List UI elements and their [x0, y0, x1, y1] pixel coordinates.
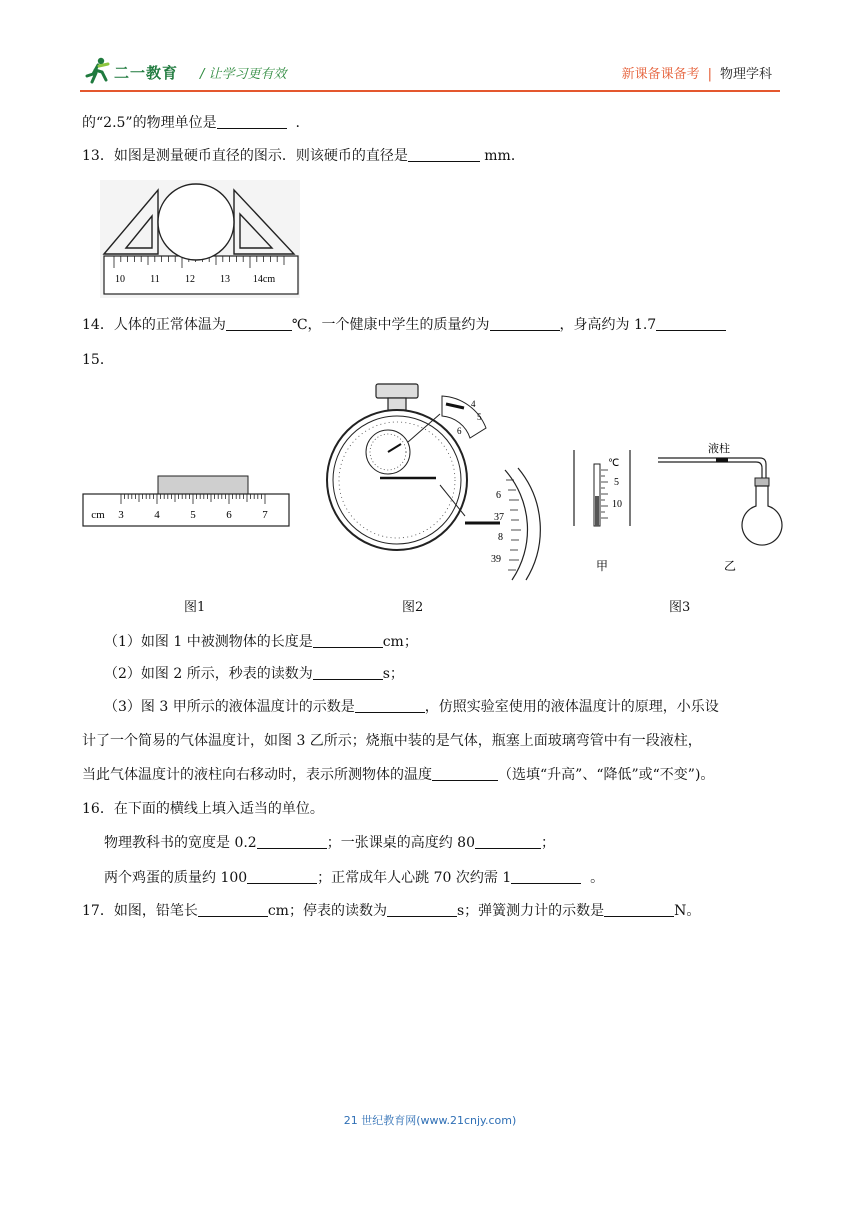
q16-text: 物理教科书的宽度是 0.2 [104, 835, 257, 851]
q12-end: . [295, 115, 300, 131]
question-17 [82, 901, 700, 921]
answer-blank[interactable] [226, 316, 292, 331]
answer-blank[interactable] [475, 834, 541, 849]
answer-blank[interactable] [656, 316, 726, 331]
header-subject: 物理学科 [719, 67, 772, 82]
page-footer: 21 世纪教育网(www.21cnjy.com) [343, 1114, 517, 1127]
fig1-label: cm [91, 509, 105, 521]
caption-figure-1: 图1 [184, 600, 206, 615]
ruler-label: 14cm [252, 274, 276, 285]
q14-text-c: ，身高约为 1.7 [559, 317, 657, 333]
q13-unit: mm． [484, 148, 525, 164]
q12-text: 的“2.5”的物理单位是 [82, 115, 217, 131]
q16-text: ； [540, 835, 555, 851]
runner-icon [84, 56, 114, 86]
question-14 [82, 315, 726, 335]
figure-1-ruler [80, 470, 292, 530]
ruler-label: 13 [220, 274, 230, 285]
answer-blank[interactable] [257, 834, 327, 849]
answer-blank[interactable] [198, 902, 268, 917]
header-course-label: 新课备课备考 [621, 67, 700, 82]
figure-2-stopwatch [300, 380, 545, 585]
header-right [622, 63, 772, 82]
coin-ruler-figure [100, 180, 300, 298]
fig3-jia-label: 10 [612, 499, 622, 510]
header-divider [80, 90, 780, 92]
fig2-scale-label: 37 [494, 512, 504, 523]
q17-text: s；弹簧测力计的示数是 [456, 903, 605, 919]
answer-blank[interactable] [355, 698, 425, 713]
q15-p2-unit: s； [382, 666, 404, 682]
fig3-jia-label: 5 [614, 477, 619, 488]
figure-3-thermometers [568, 440, 790, 575]
fig1-label: 3 [118, 509, 124, 521]
slogan: / 让学习更有效 [200, 67, 287, 82]
answer-blank[interactable] [387, 902, 457, 917]
answer-blank[interactable] [247, 869, 317, 884]
fig2-sub-label: 5 [477, 412, 482, 422]
fig2-scale-label: 6 [496, 490, 501, 501]
q15-p2-text: （2）如图 2 所示，秒表的读数为 [104, 666, 313, 682]
q14-text-a: 14．人体的正常体温为 [82, 317, 226, 333]
q15-part-1 [104, 632, 418, 652]
q15-p3-text: （3）图 3 甲所示的液体温度计的示数是 [104, 699, 355, 715]
q17-text: cm；停表的读数为 [267, 903, 387, 919]
q15-part-3-line-2: 计了一个简易的气体温度计，如图 3 乙所示；烧瓶中装的是气体，瓶塞上面玻璃弯管中有一段液柱， [82, 733, 702, 749]
fig3-jia-label: ℃ [608, 458, 620, 469]
q15-part-3-line-3 [82, 765, 714, 785]
fig2-sub-label: 4 [471, 399, 476, 409]
q14-text-b: ℃，一个健康中学生的质量约为 [291, 317, 490, 333]
ruler-label: 10 [115, 274, 125, 285]
fig3-yi-label: 液柱 [708, 442, 730, 455]
q12-tail [82, 113, 300, 133]
header-separator: | [707, 67, 712, 82]
measured-block [158, 476, 248, 494]
q15-p3-text-e: （选填“升高”、“降低”或“不变”)。 [498, 767, 715, 783]
answer-blank[interactable] [604, 902, 674, 917]
question-13 [82, 146, 525, 166]
q17-text: N。 [674, 903, 701, 919]
q15-p3-text-d: 当此气体温度计的液柱向右移动时，表示所测物体的温度 [82, 767, 432, 783]
q16-line-1 [104, 833, 555, 853]
q13-text: 13．如图是测量硬币直径的图示．则该硬币的直径是 [82, 148, 408, 164]
logo [84, 56, 194, 88]
answer-blank[interactable] [313, 665, 383, 680]
q17-text: 17．如图，铅笔长 [82, 903, 198, 919]
logo-text: 二一教育 [114, 64, 179, 82]
answer-blank[interactable] [511, 869, 581, 884]
fig1-label: 5 [190, 509, 196, 521]
q15-part-3 [104, 697, 719, 717]
caption-figure-3: 图3 [669, 600, 691, 615]
q15-p1-text: （1）如图 1 中被测物体的长度是 [104, 634, 313, 650]
q15-p1-unit: cm； [382, 634, 418, 650]
page-header [0, 0, 860, 96]
q16-text: 两个鸡蛋的质量约 100 [104, 870, 248, 886]
answer-blank[interactable] [313, 633, 383, 648]
fig3-jia-caption: 甲 [595, 559, 609, 573]
q16-text: ；一张课桌的高度约 80 [326, 835, 475, 851]
q15-number: 15． [82, 352, 114, 368]
caption-figure-2: 图2 [402, 600, 424, 615]
answer-blank[interactable] [408, 147, 480, 162]
fig3-yi-caption: 乙 [723, 559, 737, 573]
coin [158, 184, 234, 260]
fig2-scale-label: 8 [498, 532, 503, 543]
q16-text: 。 [590, 870, 605, 886]
fig1-label: 7 [262, 509, 268, 521]
q16-text: ；正常成年人心跳 70 次约需 1 [317, 870, 512, 886]
ruler-label: 11 [150, 274, 160, 285]
q16-title: 16．在下面的横线上填入适当的单位。 [82, 801, 324, 817]
fig1-label: 6 [226, 509, 232, 521]
q15-p3-text-b: ，仿照实验室使用的液体温度计的原理，小乐设 [424, 699, 719, 715]
q15-part-2 [104, 664, 404, 684]
ruler-label: 12 [185, 274, 195, 285]
answer-blank[interactable] [490, 316, 560, 331]
fig2-sub-label: 6 [457, 426, 462, 436]
answer-blank[interactable] [432, 766, 498, 781]
q16-line-2 [104, 868, 604, 888]
answer-blank[interactable] [217, 114, 287, 129]
fig1-label: 4 [154, 509, 160, 521]
fig2-scale-label: 39 [491, 554, 501, 565]
